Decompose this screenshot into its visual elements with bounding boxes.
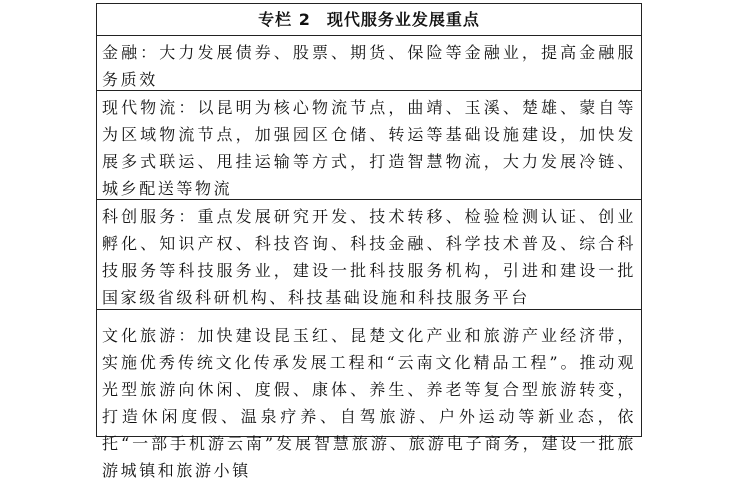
section-text: 重点发展研究开发、技术转移、检验检测认证、创业孵化、知识产权、科技咨询、科技金融、科学技术普及、综合科技服务等科技服务业，建设一批科技服务机构，引进和建设一批国家级省级科研机构、科技基础设施和科技服务平台	[102, 207, 636, 307]
section-sci-tech-services	[97, 200, 641, 310]
section-text: 大力发展债券、股票、期货、保险等金融业，提高金融服务质效	[102, 43, 636, 89]
section-logistics	[97, 91, 641, 200]
section-label: 文化旅游：	[102, 326, 198, 345]
section-text: 以昆明为核心物流节点，曲靖、玉溪、楚雄、蒙自等为区域物流节点，加强园区仓储、转运等基础设施建设，加快发展多式联运、甩挂运输等方式，打造智慧物流，大力发展冷链、城乡配送等物流	[102, 98, 636, 198]
feature-box	[96, 3, 642, 480]
section-label: 科创服务：	[102, 207, 198, 226]
section-label: 现代物流：	[102, 98, 198, 117]
section-label: 金融：	[102, 43, 160, 62]
section-finance	[97, 36, 641, 91]
box-title-text: 现代服务业发展重点	[326, 10, 480, 29]
box-title-number: 专栏 2	[258, 10, 311, 29]
box-title	[97, 4, 641, 36]
section-text: 加快建设昆玉红、昆楚文化产业和旅游产业经济带，实施优秀传统文化传承发展工程和“云南文化精品工程”。推动观光型旅游向休闲、度假、康体、养生、养老等复合型旅游转变，打造休闲度假、温泉疗养、自驾旅游、户外运动等新业态，依托“一部手机游云南”发展智慧旅游、旅游电子商务，建设一批旅游城镇和旅游小镇	[102, 326, 636, 480]
section-culture-tourism	[97, 310, 641, 480]
